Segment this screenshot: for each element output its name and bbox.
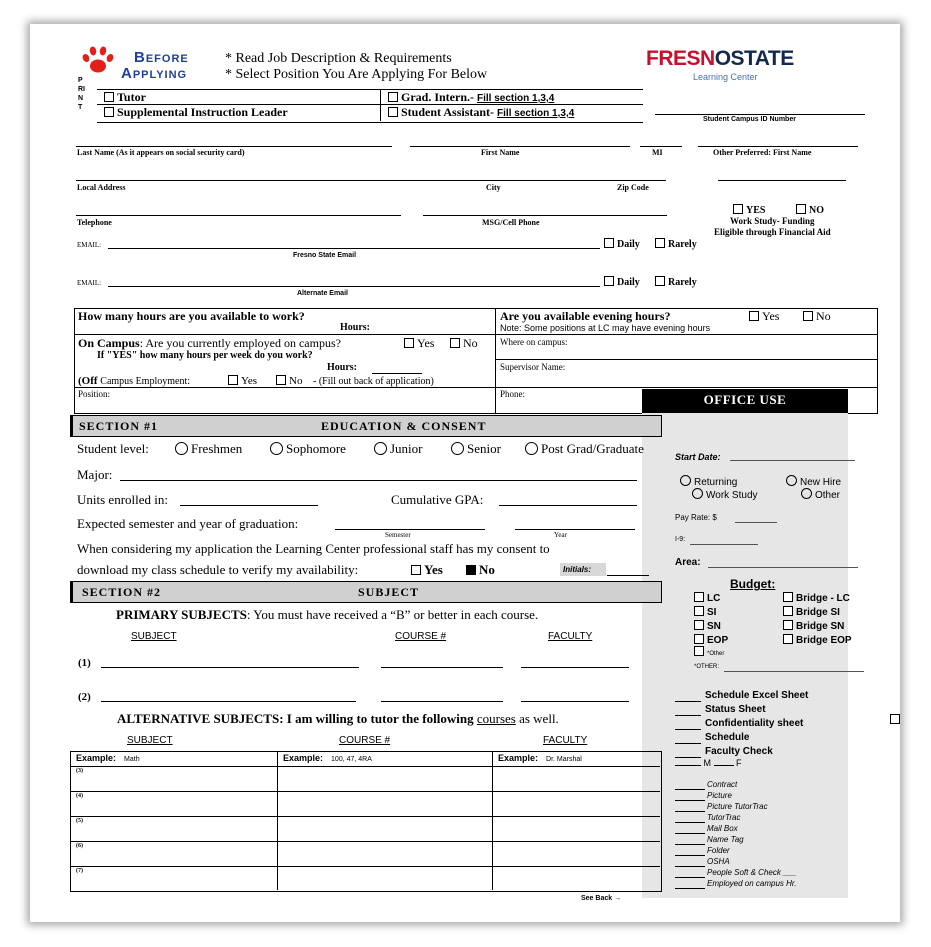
units-field[interactable] xyxy=(180,505,318,506)
alt-row-cell[interactable] xyxy=(72,842,275,865)
pay-rate-field[interactable] xyxy=(735,522,777,523)
checklist-blank[interactable] xyxy=(675,715,701,716)
consent-yes[interactable]: Yes xyxy=(411,562,443,578)
item-blank[interactable] xyxy=(675,866,705,867)
si-leader-checkbox[interactable] xyxy=(104,107,114,117)
level-option-freshmen[interactable]: Freshmen xyxy=(175,441,242,457)
alt-row-number: (3) xyxy=(76,768,83,774)
before-label: Before xyxy=(134,49,189,66)
instruction-2: * Select Position You Are Applying For Below xyxy=(225,67,488,82)
primary-2-subject-field[interactable] xyxy=(101,701,356,702)
primary-1-faculty-field[interactable] xyxy=(521,667,629,668)
alt-row-cell[interactable] xyxy=(494,792,658,815)
alternative-subjects-heading: ALTERNATIVE SUBJECTS: I am willing to tutor the following courses as well. xyxy=(117,711,559,726)
item-blank[interactable] xyxy=(675,855,705,856)
si-leader-option[interactable]: Supplemental Instruction Leader xyxy=(104,105,288,120)
item-blank[interactable] xyxy=(675,811,705,812)
grad-intern-checkbox[interactable] xyxy=(388,92,398,102)
office-item: Picture TutorTrac xyxy=(707,802,768,811)
office-item: OSHA xyxy=(707,857,730,866)
section-1-title: EDUCATION & CONSENT xyxy=(321,419,487,433)
item-blank[interactable] xyxy=(675,789,705,790)
item-blank[interactable] xyxy=(675,800,705,801)
section-1-number: SECTION #1 xyxy=(79,419,159,433)
campus-hours-label: Hours: xyxy=(327,362,357,373)
mi-label: MI xyxy=(652,148,663,157)
budget-bridge-sn[interactable]: Bridge SN xyxy=(783,620,844,632)
primary-2-faculty-field[interactable] xyxy=(521,701,629,702)
alt-row-cell[interactable] xyxy=(279,842,490,865)
checklist-item: Schedule xyxy=(705,732,750,743)
budget-sn[interactable]: SN xyxy=(694,620,721,632)
start-date-label: Start Date: xyxy=(675,452,721,462)
off-campus-yes[interactable]: Yes xyxy=(228,375,257,387)
see-back-label: See Back → xyxy=(581,895,622,902)
item-blank[interactable] xyxy=(675,877,705,878)
work-study-yes[interactable]: YES xyxy=(733,204,765,216)
gender-row: M F xyxy=(675,758,742,768)
email1-rarely[interactable]: Rarely xyxy=(655,238,697,250)
alt-row-cell[interactable] xyxy=(279,767,490,790)
section-1-bar xyxy=(70,415,662,437)
major-field[interactable] xyxy=(120,480,637,481)
alt-row-number: (7) xyxy=(76,868,83,874)
work-study-no[interactable]: NO xyxy=(796,204,824,216)
example-cell: Example: 100, 47, 4RA xyxy=(283,753,372,763)
primary-subjects-heading: PRIMARY SUBJECTS: You must have received a “B” or better in each course. xyxy=(116,607,539,622)
consent-line-2: download my class schedule to verify my availability: xyxy=(77,562,359,577)
budget-lc[interactable]: LC xyxy=(694,592,720,604)
primary-row-2-number: (2) xyxy=(78,691,91,703)
radio-icon[interactable] xyxy=(175,442,188,455)
level-option-senior[interactable]: Senior xyxy=(451,441,501,457)
fresno-email-field[interactable] xyxy=(108,248,600,249)
other-line-label: *OTHER: xyxy=(694,664,720,670)
alt-row-cell[interactable] xyxy=(279,817,490,840)
new-hire-option[interactable]: New Hire xyxy=(786,475,841,488)
subject-header: SUBJECT xyxy=(131,631,177,642)
email-label: EMAIL: xyxy=(77,241,102,249)
year-field[interactable] xyxy=(515,529,635,530)
alternate-email-field[interactable] xyxy=(108,286,600,287)
consent-line-1: When considering my application the Learning Center professional staff has my consent to xyxy=(77,541,550,556)
first-name-label: First Name xyxy=(481,148,520,157)
example-cell: Example: Math xyxy=(76,753,140,763)
margin-checkbox[interactable] xyxy=(890,714,900,724)
alt-row-cell[interactable] xyxy=(494,817,658,840)
initials-label: Initials: xyxy=(563,565,592,574)
item-blank[interactable] xyxy=(675,844,705,845)
other-line-field[interactable] xyxy=(724,671,864,672)
primary-1-subject-field[interactable] xyxy=(101,667,359,668)
level-option-post-grad-graduate[interactable]: Post Grad/Graduate xyxy=(525,441,644,457)
evening-no[interactable]: No xyxy=(803,309,831,324)
office-item: Employed on campus Hr. xyxy=(707,879,797,888)
last-name-label: Last Name (As it appears on social security card) xyxy=(77,148,245,157)
grad-intern-option[interactable]: Grad. Intern.- Fill section 1,3,4 xyxy=(388,90,554,105)
area-label: Area: xyxy=(675,557,701,568)
gpa-field[interactable] xyxy=(499,505,637,506)
evening-question: Are you available evening hours? xyxy=(500,309,671,323)
checklist-item: Schedule Excel Sheet xyxy=(705,690,809,701)
area-field[interactable] xyxy=(708,567,858,568)
tutor-checkbox[interactable] xyxy=(104,92,114,102)
preferred-name-label: Other Preferred: First Name xyxy=(713,148,812,157)
on-campus-question: On Campus: Are you currently employed on campus? xyxy=(78,336,341,350)
consent-no-checked-checkbox[interactable] xyxy=(466,565,476,575)
semester-field[interactable] xyxy=(335,529,485,530)
address-label: Local Address xyxy=(77,183,126,192)
budget-si[interactable]: SI xyxy=(694,606,716,618)
telephone-label: Telephone xyxy=(77,218,112,227)
course-header: COURSE # xyxy=(395,631,447,642)
where-on-campus-label: Where on campus: xyxy=(500,337,568,347)
semester-label: Semester xyxy=(385,531,411,539)
alt-course-header: COURSE # xyxy=(339,735,391,746)
preferred-name-field[interactable] xyxy=(698,146,858,147)
office-item: Mail Box xyxy=(707,824,738,833)
alt-row-cell[interactable] xyxy=(494,867,658,890)
section-2-title: SUBJECT xyxy=(358,585,420,599)
office-item: Picture xyxy=(707,791,732,800)
alt-faculty-header: FACULTY xyxy=(543,735,588,746)
email2-daily[interactable]: Daily xyxy=(604,276,640,288)
office-item: Folder xyxy=(707,846,730,855)
radio-icon[interactable] xyxy=(525,442,538,455)
primary-row-1-number: (1) xyxy=(78,657,91,669)
office-item: TutorTrac xyxy=(707,813,741,822)
alt-row-number: (5) xyxy=(76,818,83,824)
start-date-field[interactable] xyxy=(730,460,855,461)
budget-eop[interactable]: EOP xyxy=(694,634,728,646)
alt-row-cell[interactable] xyxy=(72,792,275,815)
city-label: City xyxy=(486,183,501,192)
consent-no[interactable]: No xyxy=(466,562,495,578)
gpa-label: Cumulative GPA: xyxy=(391,492,484,507)
alt-row-cell[interactable] xyxy=(279,867,490,890)
alt-row-cell[interactable] xyxy=(494,767,658,790)
cell-phone-field[interactable] xyxy=(423,215,667,216)
off-campus-question: (Off Campus Employment: xyxy=(78,375,191,387)
applying-label: Applying xyxy=(121,65,188,82)
budget-bridge-eop[interactable]: Bridge EOP xyxy=(783,634,852,646)
off-campus-no[interactable]: No xyxy=(276,375,302,387)
other-option[interactable]: Other xyxy=(801,488,840,501)
checklist-item: Status Sheet xyxy=(705,704,766,715)
checklist-item: Faculty Check xyxy=(705,746,773,757)
item-blank[interactable] xyxy=(675,888,705,889)
extra-field[interactable] xyxy=(718,180,846,181)
alt-row-cell[interactable] xyxy=(494,842,658,865)
financial-aid-label: Eligible through Financial Aid xyxy=(714,227,831,237)
alt-row-cell[interactable] xyxy=(72,817,275,840)
address-field[interactable] xyxy=(76,180,666,181)
alt-subject-header: SUBJECT xyxy=(127,735,173,746)
work-study-label: Work Study- Funding xyxy=(730,216,815,226)
alt-row-number: (6) xyxy=(76,843,83,849)
mi-field[interactable] xyxy=(640,146,682,147)
hours-question: How many hours are you available to work? xyxy=(78,309,305,323)
hours-label: Hours: xyxy=(340,322,370,333)
evening-note: Note: Some positions at LC may have evening hours xyxy=(500,323,711,333)
telephone-field[interactable] xyxy=(76,215,401,216)
alt-row-cell[interactable] xyxy=(279,792,490,815)
radio-icon[interactable] xyxy=(270,442,283,455)
year-label: Year xyxy=(554,531,567,539)
email-label-2: EMAIL: xyxy=(77,279,102,287)
section-2-bar xyxy=(70,581,662,603)
checklist-blank[interactable] xyxy=(675,743,701,744)
primary-2-course-field[interactable] xyxy=(381,701,503,702)
item-blank[interactable] xyxy=(675,833,705,834)
item-blank[interactable] xyxy=(675,822,705,823)
budget-bridge-lc[interactable]: Bridge - LC xyxy=(783,592,850,604)
major-label: Major: xyxy=(77,467,113,482)
campus-hours-field[interactable] xyxy=(372,373,422,374)
section-2-number: SECTION #2 xyxy=(82,585,162,599)
fresno-state-logo: FRESNOSTATE xyxy=(646,47,794,70)
evening-yes[interactable]: Yes xyxy=(749,309,779,324)
student-id-field[interactable] xyxy=(655,114,865,115)
graduation-label: Expected semester and year of graduation: xyxy=(77,516,299,531)
faculty-header: FACULTY xyxy=(548,631,593,642)
cell-phone-label: MSG/Cell Phone xyxy=(482,218,540,227)
print-vertical-label: PRINT xyxy=(78,77,85,111)
email2-rarely[interactable]: Rarely xyxy=(655,276,697,288)
alternate-email-label: Alternate Email xyxy=(297,290,348,297)
phone-label: Phone: xyxy=(500,389,526,399)
first-name-field[interactable] xyxy=(410,146,630,147)
office-use-title: OFFICE USE xyxy=(642,389,848,413)
i9-field[interactable] xyxy=(690,544,758,545)
primary-1-course-field[interactable] xyxy=(381,667,503,668)
student-assistant-option[interactable]: Student Assistant- Fill section 1,3,4 xyxy=(388,105,574,120)
office-item: Contract xyxy=(707,780,738,789)
position-label: Position: xyxy=(78,389,111,399)
alt-row-cell[interactable] xyxy=(72,767,275,790)
checklist-blank[interactable] xyxy=(675,701,701,702)
fresno-email-label: Fresno State Email xyxy=(293,252,357,259)
student-id-label: Student Campus ID Number xyxy=(703,116,796,123)
zip-label: Zip Code xyxy=(617,183,649,192)
budget-bridge-si[interactable]: Bridge SI xyxy=(783,606,840,618)
off-campus-note: - (Fill out back of application) xyxy=(313,376,434,387)
office-item: People Soft & Check ___ xyxy=(707,868,797,877)
alt-row-cell[interactable] xyxy=(72,867,275,890)
other-small-option[interactable]: *Other xyxy=(694,646,724,657)
initials-field[interactable] xyxy=(607,575,649,576)
checklist-item: Confidentiality sheet xyxy=(705,718,804,729)
work-study-option[interactable]: Work Study xyxy=(692,488,758,501)
instruction-1: * Read Job Description & Requirements xyxy=(225,51,452,66)
email1-daily[interactable]: Daily xyxy=(604,238,640,250)
student-assistant-checkbox[interactable] xyxy=(388,107,398,117)
tutor-option[interactable]: Tutor xyxy=(104,90,146,105)
on-campus-no[interactable]: No xyxy=(450,336,478,351)
hours-per-week-question: If "YES" how many hours per week do you work? xyxy=(97,350,313,361)
radio-icon[interactable] xyxy=(374,442,387,455)
office-item: Name Tag xyxy=(707,835,744,844)
alt-row-number: (4) xyxy=(76,793,83,799)
on-campus-yes[interactable]: Yes xyxy=(404,336,434,351)
budget-label: Budget: xyxy=(730,577,776,591)
paw-icon xyxy=(80,45,116,75)
student-level-label: Student level: xyxy=(77,441,149,456)
example-cell: Example: Dr. Marshal xyxy=(498,753,582,763)
last-name-field[interactable] xyxy=(76,146,392,147)
level-option-junior[interactable]: Junior xyxy=(374,441,423,457)
returning-option[interactable]: Returning xyxy=(680,475,737,488)
learning-center-label: Learning Center xyxy=(693,72,758,82)
radio-icon[interactable] xyxy=(451,442,464,455)
level-option-sophomore[interactable]: Sophomore xyxy=(270,441,346,457)
supervisor-label: Supervisor Name: xyxy=(500,362,566,372)
units-label: Units enrolled in: xyxy=(77,492,168,507)
checklist-blank[interactable] xyxy=(675,729,701,730)
pay-rate-label: Pay Rate: $ xyxy=(675,513,717,522)
i9-label: I-9: xyxy=(675,536,686,543)
